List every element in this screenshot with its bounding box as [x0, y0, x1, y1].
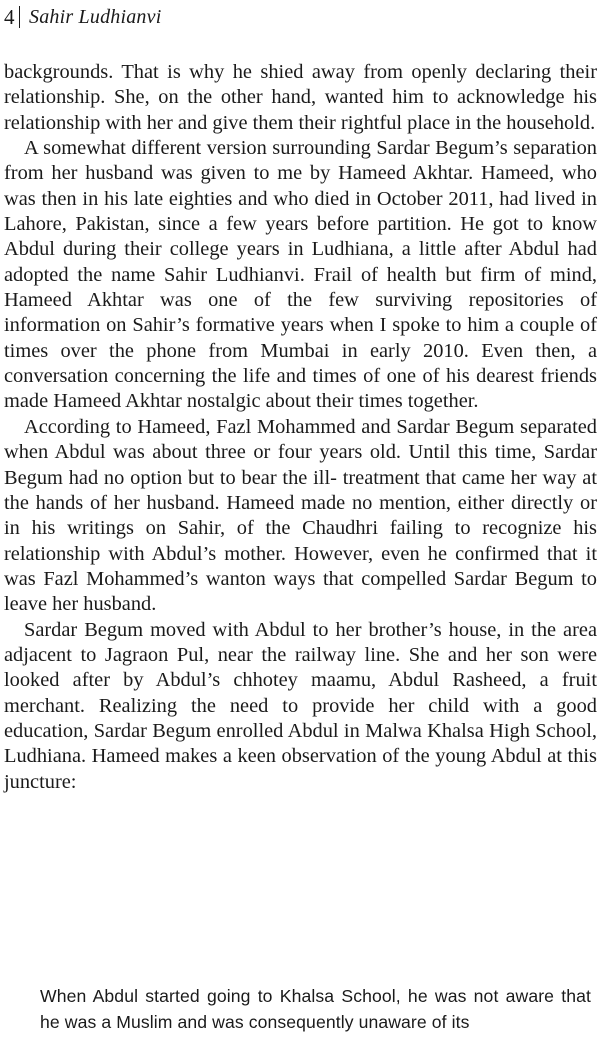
block-quote: When Abdul started going to Khalsa School, he was not aware that he was a Muslim and was consequently unaware of its — [40, 986, 591, 1032]
paragraph: According to Hameed, Fazl Mohammed and Sardar Begum separated when Abdul was about three or four years old. Until this time, Sardar Begum had no option but to bear the ill- treatment that came her way at the hands of her husband. Hameed made no mention, either directly or in his writings on Sahir, of the Chaudhri failing to recognize his relationship with Abdul’s mother. However, even he confirmed that it was Fazl Mohammed’s wanton ways that compelled Sardar Begum to leave her husband. — [4, 415, 597, 616]
running-header — [4, 2, 161, 32]
page-number: 4 — [4, 5, 15, 29]
header-divider — [19, 6, 21, 28]
paragraph: Sardar Begum moved with Abdul to her brother’s house, in the area adjacent to Jagraon Pul, near the railway line. She and her son were looked after by Abdul’s chhotey maamu, Abdul Rasheed, a fruit merchant. Realizing the need to provide her child with a good education, Sardar Begum enrolled Abdul in Malwa Khalsa High School, Ludhiana. Hameed makes a keen observation of the young Abdul at this juncture: — [4, 618, 597, 793]
body-text — [4, 60, 597, 795]
paragraph-continued: backgrounds. That is why he shied away from openly declaring their relationship. She, on the other hand, wanted him to acknowledge his relationship with her and give them their rightful place in the household. — [4, 61, 597, 134]
paragraph: A somewhat different version surrounding Sardar Begum’s separation from her husband was given to me by Hameed Akhtar. Hameed, who was then in his late eighties and who died in October 2011, had lived in Lahore, Pakistan, since a few years before partition. He got to know Abdul during their college years in Ludhiana, a little after Abdul had adopted the name Sahir Ludhianvi. Frail of health but firm of mind, Hameed Akhtar was one of the few surviving repositories of information on Sahir’s formative years when I spoke to him a couple of times over the phone from Mumbai in early 2010. Even then, a conversation concerning the life and times of one of his dearest friends made Hameed Akhtar nostalgic about their times together. — [4, 137, 597, 413]
running-title: Sahir Ludhianvi — [29, 6, 162, 28]
